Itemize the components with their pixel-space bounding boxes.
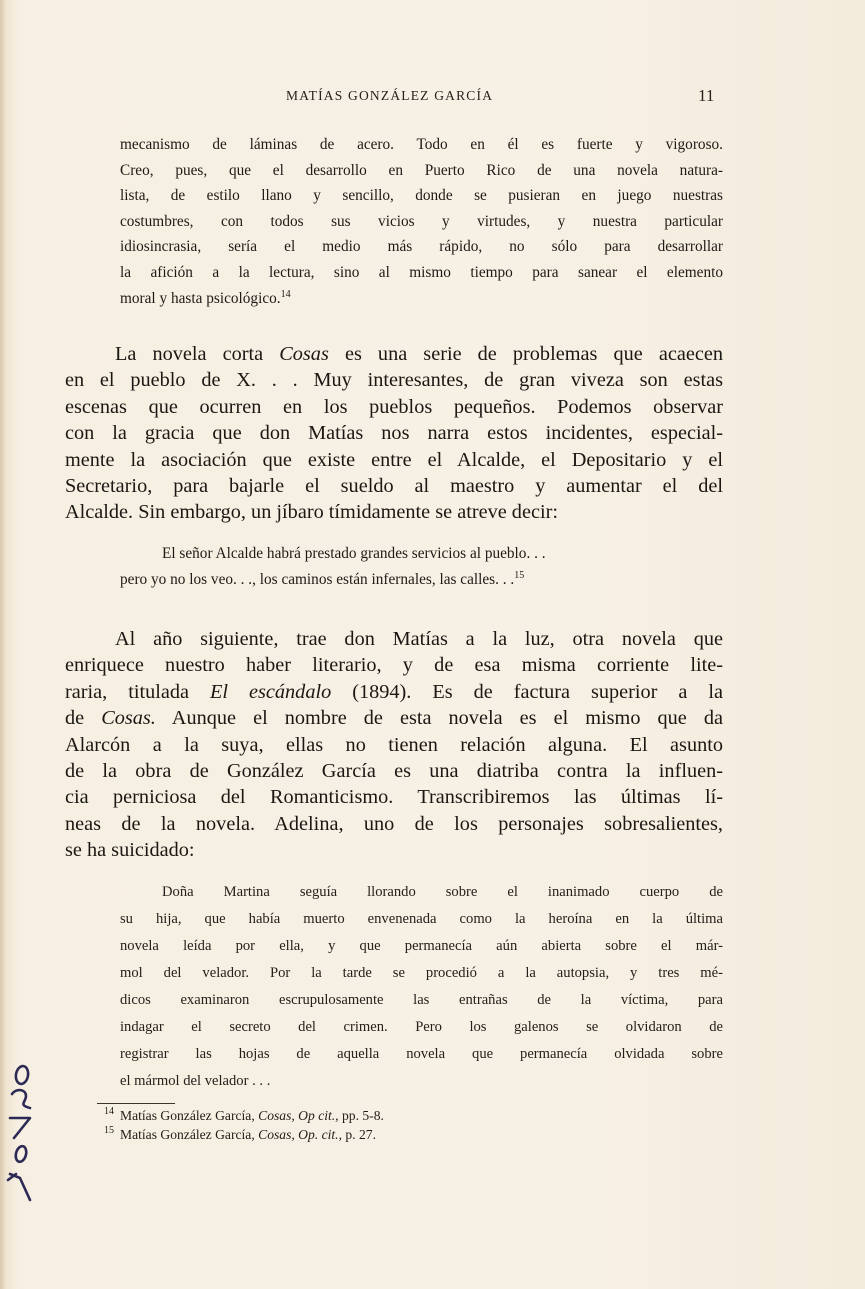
quote-continuation [120, 132, 723, 311]
paragraph-line: en el pueblo de X. . . Muy interesantes, de gran viveza son estas [65, 369, 723, 392]
quote-line: indagar el secreto del crimen. Pero los galenos se olvidaron de [120, 1019, 723, 1035]
footnote-ref-15[interactable]: 15 [514, 569, 525, 581]
quote-line: mol del velador. Por la tarde se procedió a la autopsia, y tres mé- [120, 965, 723, 981]
paragraph-line: Alcalde. Sin embargo, un jíbaro tímidamente se atreve decir: [65, 501, 558, 524]
quote-line: idiosincrasia, sería el medio más rápido, no sólo para desarrollar [120, 238, 723, 256]
paragraph-line: Alarcón a la suya, ellas no tienen relación alguna. El asunto [65, 733, 723, 756]
footnote-15: $^{15}$ Matías González García, Cosas, Op. cit., p. 27. [104, 1125, 376, 1142]
page-number: 11 [698, 86, 715, 105]
paragraph-line: con la gracia que don Matías nos narra estos incidentes, especial- [65, 422, 723, 445]
paragraph-line: se ha suicidado: [65, 839, 195, 862]
paragraph-line: escenas que ocurren en los pueblos pequeños. Podemos observar [65, 395, 723, 418]
quote-line: novela leída por ella, y que permanecía aún abierta sobre el már- [120, 938, 723, 954]
paragraph-el-escandalo [65, 626, 723, 864]
quote-line: el mármol del velador . . . [120, 1073, 271, 1089]
paragraph-line: Al año siguiente, trae don Matías a la luz, otra novela que [115, 628, 723, 650]
quote-line: la afición a la lectura, sino al mismo tiempo para sanear el elemento [120, 263, 723, 281]
quote-line: costumbres, con todos sus vicios y virtudes, y nuestra particular [120, 212, 723, 230]
book-title-el-escandalo: El escándalo [210, 680, 332, 703]
paragraph-line: de Cosas. Aunque el nombre de esta novela es el mismo que da [65, 707, 723, 730]
book-title-cosas: Cosas. [101, 707, 156, 730]
quote-jibaro [120, 541, 723, 592]
footnote-ref-14[interactable]: 14 [280, 288, 291, 300]
paragraph-line: Secretario, para bajarle el sueldo al maestro y aumentar el del [65, 475, 723, 498]
quote-line: su hija, que había muerto envenenada como la heroína en la última [120, 911, 723, 927]
paragraph-line: de la obra de González García es una diatriba contra la influen- [65, 760, 723, 783]
paragraph-line: La novela corta Cosas es una serie de problemas que acaecen [115, 343, 723, 365]
quote-line: Doña Martina seguía llorando sobre el inanimado cuerpo de [162, 884, 723, 900]
quote-line: El señor Alcalde habrá prestado grandes servicios al pueblo. . . [162, 545, 546, 562]
footnotes [104, 1106, 384, 1144]
quote-line: lista, de estilo llano y sencillo, donde se pusieran en juego nuestras [120, 187, 723, 205]
footnote-number: 14 [104, 1106, 114, 1118]
paragraph-line: cia perniciosa del Romanticismo. Transcribiremos las últimas lí- [65, 786, 723, 809]
paragraph-line: enriquece nuestro haber literario, y de esa misma corriente lite- [65, 654, 723, 677]
book-title-cosas: Cosas [279, 343, 329, 365]
paragraph-line: mente la asociación que existe entre el Alcalde, el Depositario y el [65, 448, 723, 471]
quote-line: mecanismo de láminas de acero. Todo en él es fuerte y vigoroso. [120, 136, 723, 153]
quote-line: moral y hasta psicológico.$^{14}$ [120, 288, 291, 307]
paragraph-line: raria, titulada El escándalo (1894). Es de factura superior a la [65, 680, 723, 703]
running-title: MATÍAS GONZÁLEZ GARCÍA [286, 88, 494, 103]
quote-novel-ending [120, 879, 723, 1095]
handwritten-annotation [2, 1062, 48, 1202]
paragraph-line: neas de la novela. Adelina, uno de los personajes sobresalientes, [65, 812, 723, 835]
paragraph-cosas [65, 341, 723, 526]
quote-line: dicos examinaron escrupulosamente las entrañas de la víctima, para [120, 992, 723, 1008]
footnote-number: 15 [104, 1125, 114, 1137]
quote-line: pero yo no los veo. . ., los caminos están infernales, las calles. . .$^{15}$ [120, 569, 525, 588]
quote-line: registrar las hojas de aquella novela que permanecía olvidada sobre [120, 1046, 723, 1062]
footnote-14: $^{14}$ Matías González García, Cosas, Op cit., pp. 5-8. [104, 1106, 384, 1123]
footnote-divider [97, 1103, 175, 1104]
quote-line: Creo, pues, que el desarrollo en Puerto Rico de una novela natura- [120, 161, 723, 179]
